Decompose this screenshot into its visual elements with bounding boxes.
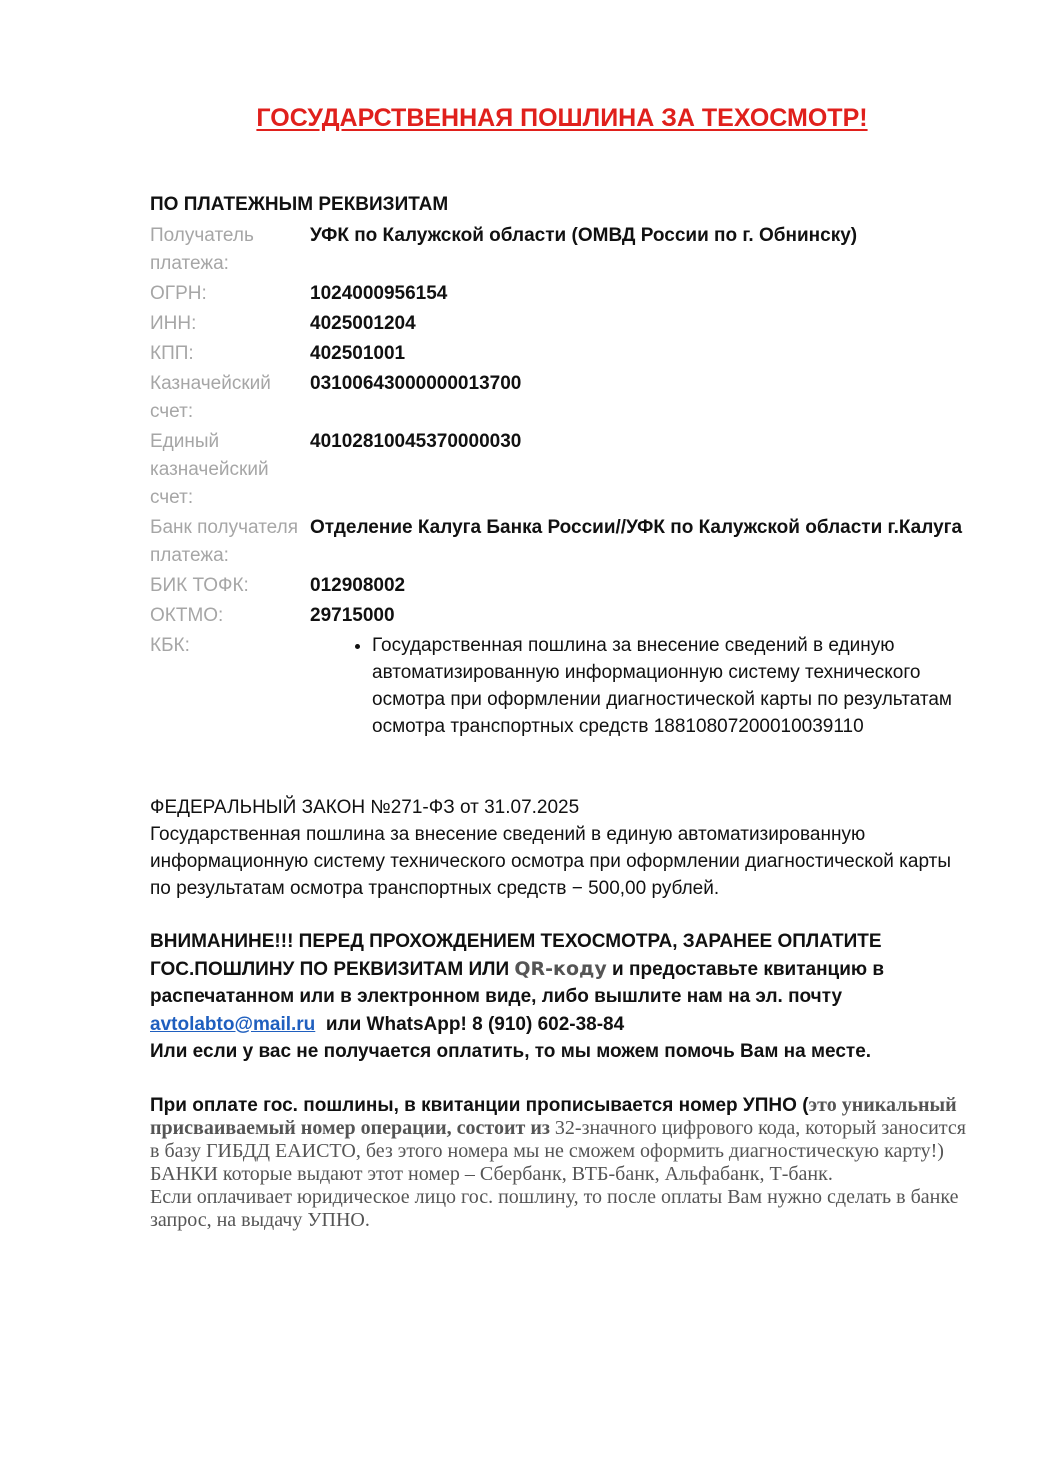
kpp-label: КПП: (150, 343, 194, 364)
bank-label: Банк получателя платежа: (150, 517, 298, 566)
table-row (150, 368, 980, 426)
ogrn-value: 1024000956154 (310, 283, 448, 304)
bik-label: БИК ТОФК: (150, 575, 249, 596)
kbk-item: • Государственная пошлина за внесение сведений в единую автоматизированную информационную систему технического осмотра при оформлении диагностической карты по результатам осмотра транспортных средств 18810807200010039110 (372, 632, 980, 740)
banks-text: БАНКИ которые выдают этот номер – Сбербанк, ВТБ-банк, Альфабанк, Т-банк. (150, 1163, 833, 1185)
federal-law-block (150, 794, 970, 902)
oktmo-value: 29715000 (310, 605, 395, 626)
warning-text-cont: и предоставьте квитанцию в распечатанном или в электронном виде, либо вышлите нам на эл. почту (150, 958, 885, 1007)
table-row (150, 570, 980, 600)
help-text: Или если у вас не получается оплатить, то мы можем помочь Вам на месте. (150, 1041, 872, 1062)
kbk-label: КБК: (150, 635, 190, 656)
law-text: Государственная пошлина за внесение сведений в единую автоматизированную информационную систему технического осмотра при оформлении диагностической карты по результатам осмотра транспортных средств − 500,00 рублей. (150, 824, 951, 899)
table-row (150, 308, 980, 338)
page-title: ГОСУДАРСТВЕННАЯ ПОШЛИНА ЗА ТЕХОСМОТР! (256, 104, 868, 132)
recipient-label: Получатель платежа: (150, 225, 254, 274)
table-row (150, 278, 980, 308)
inn-value: 4025001204 (310, 313, 416, 334)
bank-value: Отделение Калуга Банка России//УФК по Калужской области г.Калуга (310, 517, 963, 538)
recipient-value: УФК по Калужской области (ОМВД России по г. Обнинску) (310, 225, 858, 246)
legal-entity-text: Если оплачивает юридическое лицо гос. пошлину, то после оплаты Вам нужно сделать в банке запрос, на выдачу УПНО. (150, 1186, 959, 1231)
qr-code-text: QR-коду (514, 957, 607, 980)
table-row (150, 630, 980, 740)
requisites-heading: ПО ПЛАТЕЖНЫМ РЕКВИЗИТАМ (150, 194, 449, 215)
table-row (150, 222, 980, 278)
kpp-value: 402501001 (310, 343, 406, 364)
warning-text: ВНИМАНИНЕ!!! ПЕРЕД ПРОХОЖДЕНИЕМ ТЕХОСМОТРА, ЗАРАНЕЕ ОПЛАТИТЕ ГОС.ПОШЛИНУ ПО РЕКВИЗИТАМ ИЛИ (150, 931, 882, 980)
upno-block (150, 1094, 970, 1232)
treasury-account-value: 03100643000000013700 (310, 373, 522, 394)
upno-intro: При оплате гос. пошлины, в квитанции прописывается номер УПНО ( (150, 1095, 809, 1116)
unified-account-label: Единый казначейский счет: (150, 431, 269, 508)
whatsapp-text: или WhatsApp! 8 (910) 602-38-84 (325, 1013, 625, 1035)
bik-value: 012908002 (310, 575, 406, 596)
email-link[interactable]: avtolabto@mail.ru (150, 1013, 316, 1035)
upno-definition: это уникальный присваиваемый номер операции, состоит из (150, 1094, 957, 1139)
warning-block (150, 928, 970, 1066)
requisites-table (150, 222, 980, 740)
inn-label: ИНН: (150, 313, 197, 334)
table-row (150, 600, 980, 630)
table-row (150, 512, 980, 570)
law-heading: ФЕДЕРАЛЬНЫЙ ЗАКОН №271-ФЗ от 31.07.2025 (150, 797, 580, 818)
unified-account-value: 40102810045370000030 (310, 431, 522, 452)
table-row (150, 426, 980, 512)
upno-details: 32-значного цифрового кода, который заносится в базу ГИБДД ЕАИСТО, без этого номера мы не сможем оформить диагностическую карту!) (150, 1117, 966, 1162)
kbk-list (310, 632, 980, 740)
ogrn-label: ОГРН: (150, 283, 207, 304)
oktmo-label: ОКТМО: (150, 605, 224, 626)
table-row (150, 338, 980, 368)
treasury-account-label: Казначейский счет: (150, 373, 271, 422)
